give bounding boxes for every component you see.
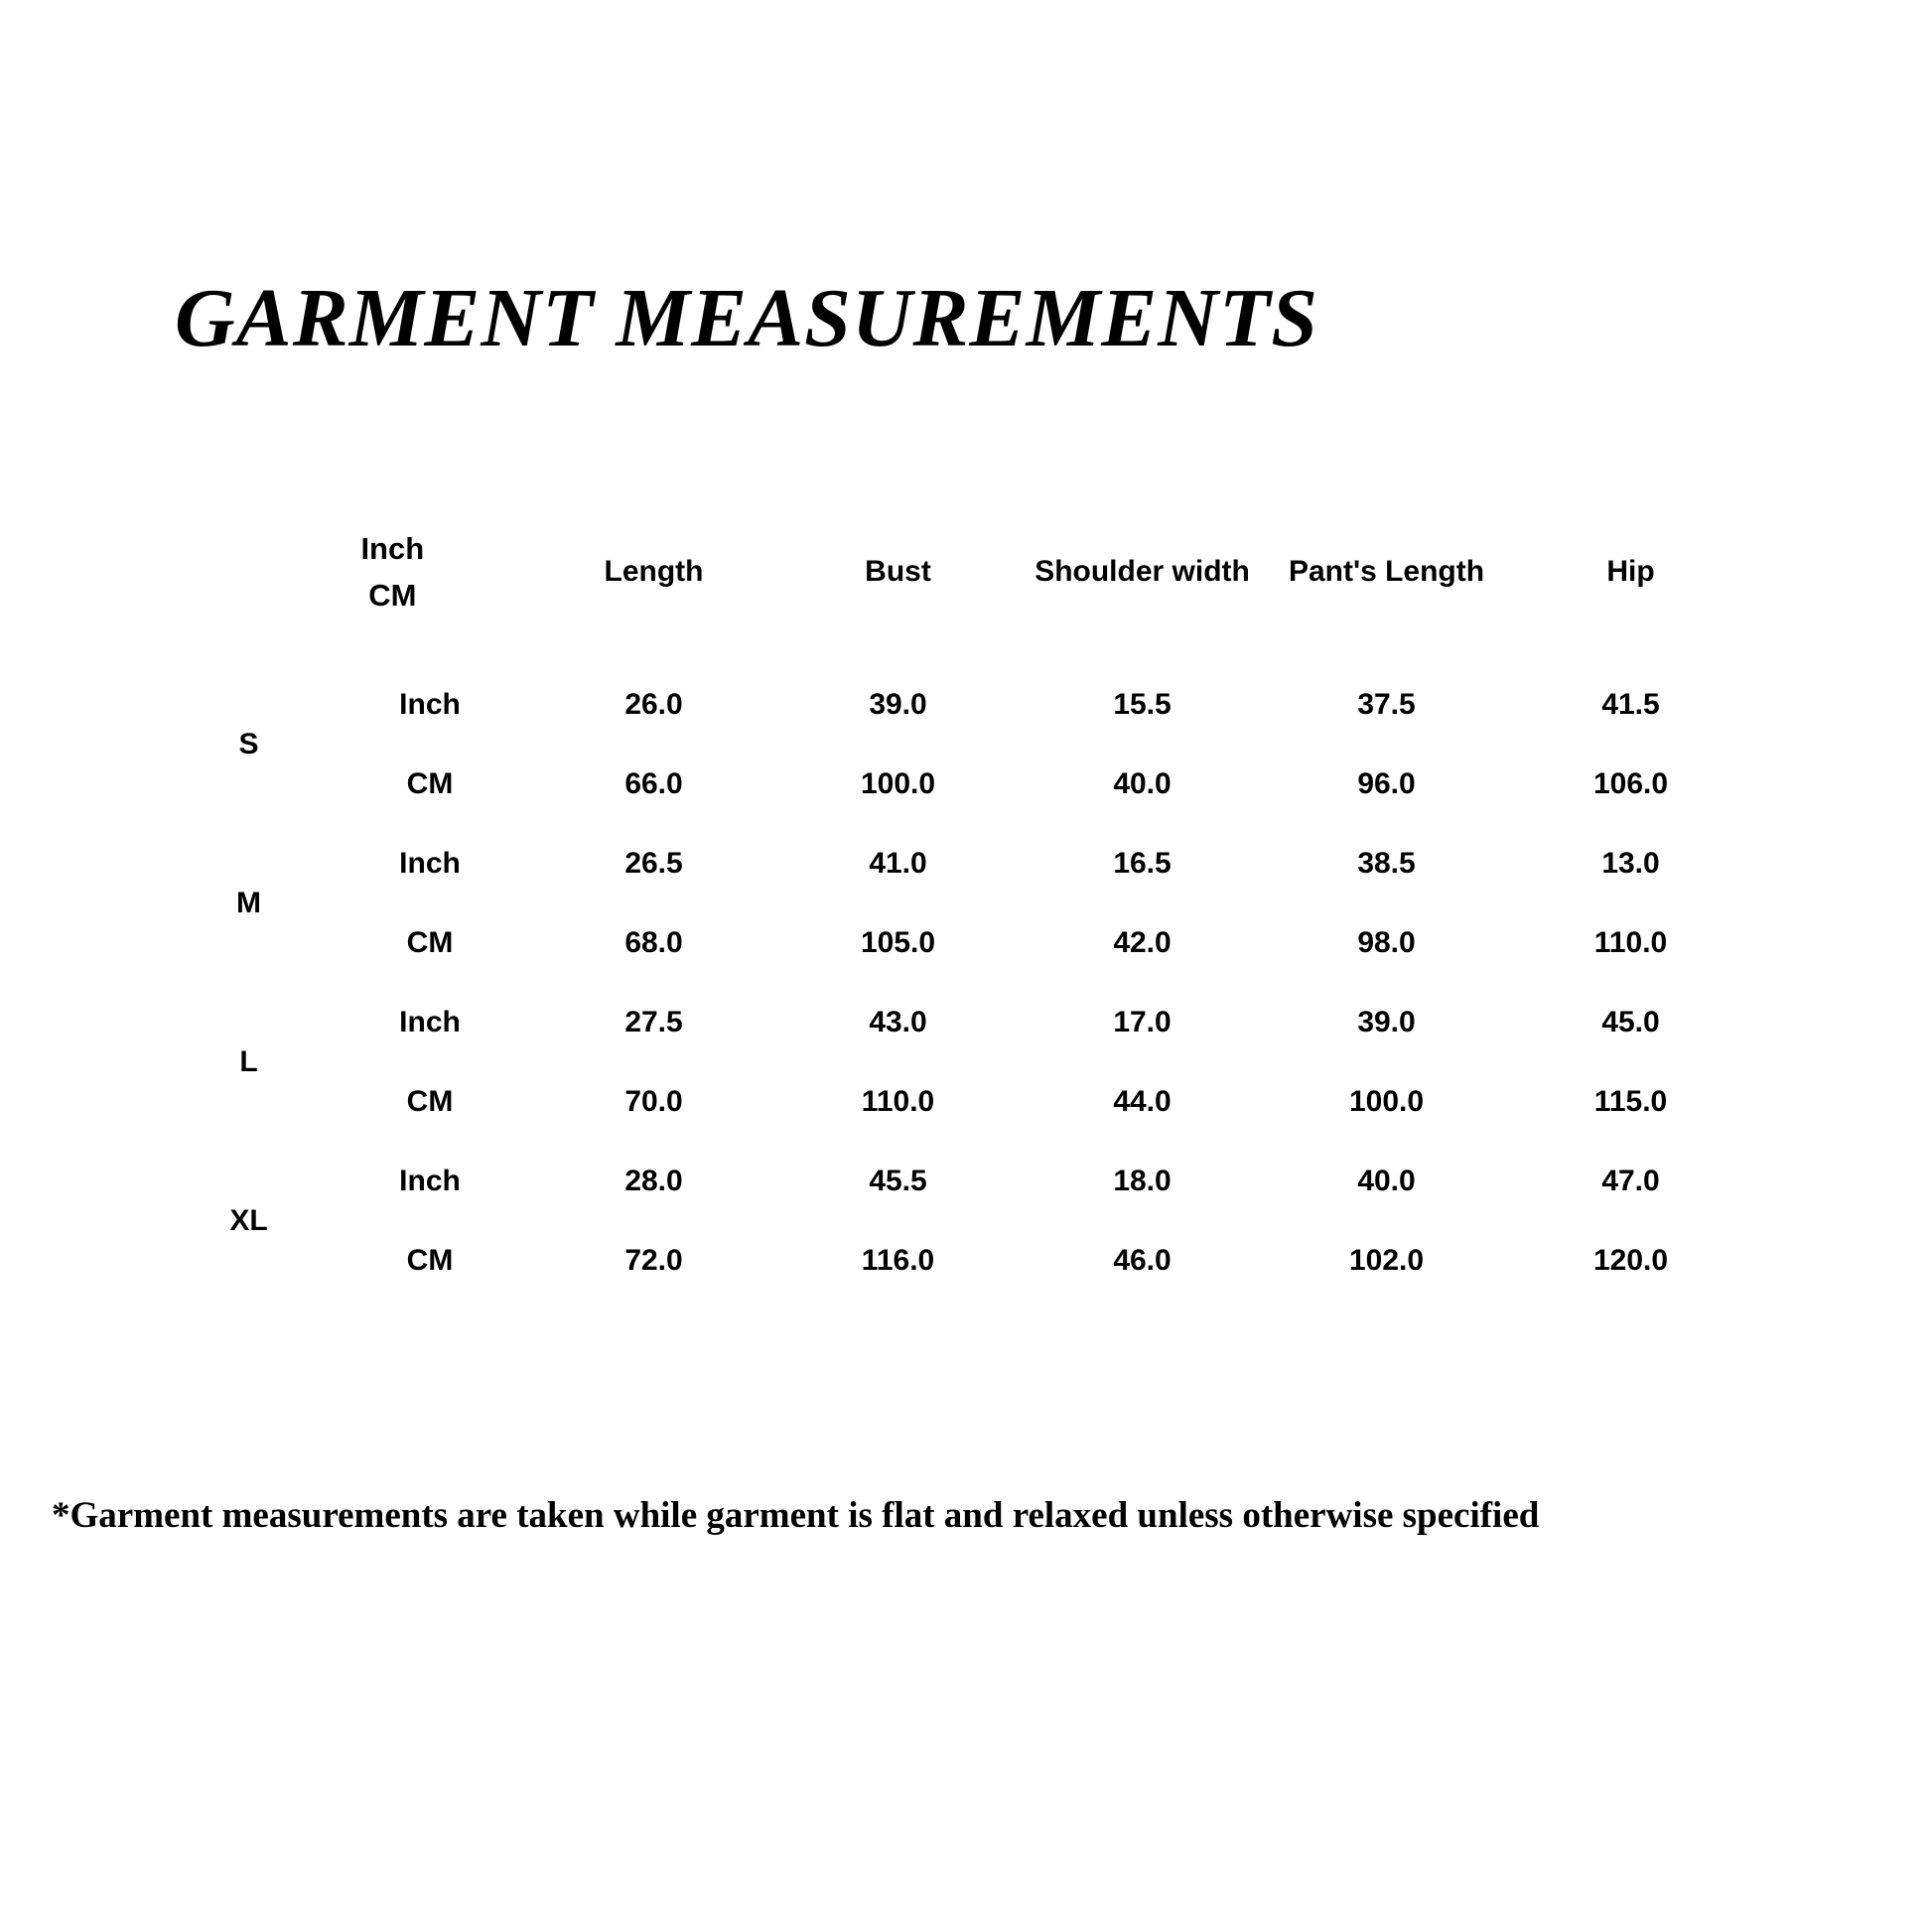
table-header-row (172, 482, 1750, 662)
table-row (172, 1223, 1750, 1298)
cell-pants-length: 40.0 (1267, 1144, 1506, 1218)
table-row (172, 905, 1750, 980)
cell-bust: 105.0 (778, 905, 1018, 980)
cell-shoulder-width: 15.5 (1023, 667, 1262, 742)
cell-bust: 116.0 (778, 1223, 1018, 1298)
cell-length: 68.0 (534, 905, 773, 980)
table-row (172, 826, 1750, 900)
table-row (172, 747, 1750, 821)
cell-hip: 47.0 (1511, 1144, 1750, 1218)
row-unit-label: CM (331, 1064, 529, 1139)
cell-pants-length: 102.0 (1267, 1223, 1506, 1298)
cell-length: 27.5 (534, 985, 773, 1059)
table-row (172, 1144, 1750, 1218)
cell-hip: 13.0 (1511, 826, 1750, 900)
cell-length: 72.0 (534, 1223, 773, 1298)
cell-pants-length: 38.5 (1267, 826, 1506, 900)
table-body (172, 667, 1750, 1298)
row-unit-label: CM (331, 905, 529, 980)
cell-pants-length: 100.0 (1267, 1064, 1506, 1139)
cell-shoulder-width: 16.5 (1023, 826, 1262, 900)
row-unit-label: CM (331, 747, 529, 821)
table-row (172, 985, 1750, 1059)
cell-hip: 45.0 (1511, 985, 1750, 1059)
cell-bust: 41.0 (778, 826, 1018, 900)
cell-hip: 41.5 (1511, 667, 1750, 742)
cell-pants-length: 98.0 (1267, 905, 1506, 980)
table-row (172, 667, 1750, 742)
row-unit-label: Inch (331, 1144, 529, 1218)
table-row (172, 1064, 1750, 1139)
column-header-bust: Bust (778, 482, 1018, 662)
cell-shoulder-width: 17.0 (1023, 985, 1262, 1059)
row-unit-label: Inch (331, 985, 529, 1059)
size-label-xl: XL (172, 1144, 326, 1298)
unit-header-inch: Inch (354, 531, 430, 574)
cell-pants-length: 39.0 (1267, 985, 1506, 1059)
footnote: *Garment measurements are taken while garment is flat and relaxed unless otherwise specified (52, 1495, 1540, 1536)
size-label-s: S (172, 667, 326, 821)
column-header-hip: Hip (1511, 482, 1750, 662)
size-label-m: M (172, 826, 326, 980)
column-header-shoulder-width: Shoulder width (1023, 482, 1262, 662)
column-header-pants-length: Pant's Length (1267, 482, 1506, 662)
size-label-l: L (172, 985, 326, 1139)
unit-header-cell (172, 482, 529, 662)
cell-bust: 43.0 (778, 985, 1018, 1059)
cell-shoulder-width: 46.0 (1023, 1223, 1262, 1298)
cell-hip: 115.0 (1511, 1064, 1750, 1139)
measurements-table-wrap (167, 477, 1716, 1303)
cell-bust: 100.0 (778, 747, 1018, 821)
row-unit-label: Inch (331, 826, 529, 900)
cell-length: 66.0 (534, 747, 773, 821)
measurements-table (167, 477, 1755, 1303)
column-header-length: Length (534, 482, 773, 662)
page-title: GARMENT MEASUREMENTS (175, 272, 1318, 364)
unit-header-stack (354, 531, 430, 614)
unit-header-cm: CM (368, 577, 417, 613)
cell-length: 70.0 (534, 1064, 773, 1139)
cell-bust: 110.0 (778, 1064, 1018, 1139)
cell-shoulder-width: 44.0 (1023, 1064, 1262, 1139)
row-unit-label: CM (331, 1223, 529, 1298)
unit-header-label: Unit: (270, 554, 342, 589)
cell-shoulder-width: 40.0 (1023, 747, 1262, 821)
cell-hip: 110.0 (1511, 905, 1750, 980)
cell-hip: 120.0 (1511, 1223, 1750, 1298)
table-head (172, 482, 1750, 662)
cell-pants-length: 37.5 (1267, 667, 1506, 742)
row-unit-label: Inch (331, 667, 529, 742)
cell-hip: 106.0 (1511, 747, 1750, 821)
cell-bust: 39.0 (778, 667, 1018, 742)
cell-length: 26.5 (534, 826, 773, 900)
cell-length: 26.0 (534, 667, 773, 742)
cell-shoulder-width: 42.0 (1023, 905, 1262, 980)
cell-pants-length: 96.0 (1267, 747, 1506, 821)
cell-shoulder-width: 18.0 (1023, 1144, 1262, 1218)
cell-length: 28.0 (534, 1144, 773, 1218)
cell-bust: 45.5 (778, 1144, 1018, 1218)
